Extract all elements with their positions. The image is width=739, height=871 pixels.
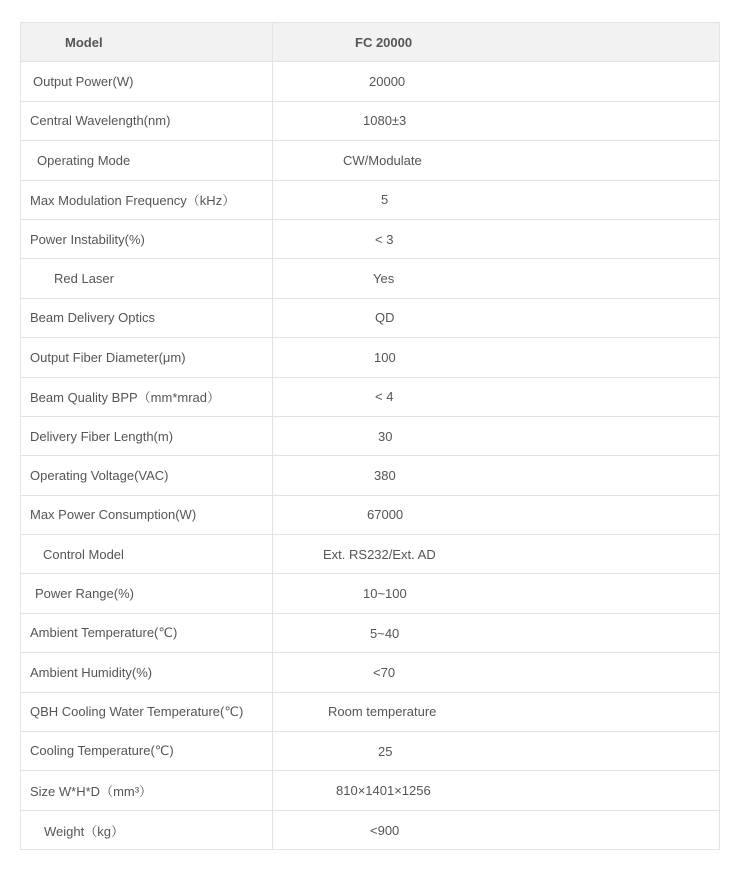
param-cell: Red Laser xyxy=(21,259,273,298)
table-row xyxy=(21,810,720,849)
value-cell: QD xyxy=(273,298,720,337)
table-row xyxy=(21,613,720,652)
value-cell: CW/Modulate xyxy=(273,141,720,180)
value-cell: < 4 xyxy=(273,377,720,416)
table-row xyxy=(21,141,720,180)
table-row xyxy=(21,101,720,140)
param-cell: Cooling Temperature(℃) xyxy=(21,732,273,771)
value-cell: 380 xyxy=(273,456,720,495)
param-cell: Power Range(%) xyxy=(21,574,273,613)
param-cell: Delivery Fiber Length(m) xyxy=(21,416,273,455)
value-cell: 5~40 xyxy=(273,613,720,652)
param-cell: Max Power Consumption(W) xyxy=(21,495,273,534)
param-cell: Operating Voltage(VAC) xyxy=(21,456,273,495)
table-row xyxy=(21,416,720,455)
value-cell: 1080±3 xyxy=(273,101,720,140)
param-cell: Output Fiber Diameter(μm) xyxy=(21,338,273,377)
param-cell: Beam Quality BPP（mm*mrad） xyxy=(21,377,273,416)
value-cell: 30 xyxy=(273,416,720,455)
param-cell: Weight（kg） xyxy=(21,810,273,849)
table-row xyxy=(21,377,720,416)
value-cell: 10~100 xyxy=(273,574,720,613)
table-row xyxy=(21,732,720,771)
table-header-row xyxy=(21,23,720,62)
param-cell: Ambient Humidity(%) xyxy=(21,653,273,692)
value-cell: 20000 xyxy=(273,62,720,101)
table-row xyxy=(21,338,720,377)
table-row xyxy=(21,456,720,495)
value-cell: Yes xyxy=(273,259,720,298)
value-cell: Ext. RS232/Ext. AD xyxy=(273,535,720,574)
param-cell: Ambient Temperature(℃) xyxy=(21,613,273,652)
value-cell: Room temperature xyxy=(273,692,720,731)
value-cell: 100 xyxy=(273,338,720,377)
table-row xyxy=(21,495,720,534)
value-cell: 5 xyxy=(273,180,720,219)
param-cell: Power Instability(%) xyxy=(21,219,273,258)
table-row xyxy=(21,298,720,337)
table-row xyxy=(21,692,720,731)
table-row xyxy=(21,259,720,298)
value-cell: <70 xyxy=(273,653,720,692)
value-cell: <900 xyxy=(273,810,720,849)
param-cell: Beam Delivery Optics xyxy=(21,298,273,337)
table-row xyxy=(21,62,720,101)
header-param-cell: Model xyxy=(21,23,273,62)
param-cell: Output Power(W) xyxy=(21,62,273,101)
spec-table xyxy=(20,22,720,850)
param-cell: Max Modulation Frequency（kHz） xyxy=(21,180,273,219)
table-row xyxy=(21,574,720,613)
table-row xyxy=(21,535,720,574)
param-cell: Control Model xyxy=(21,535,273,574)
param-cell: Size W*H*D（mm³） xyxy=(21,771,273,810)
table-row xyxy=(21,653,720,692)
param-cell: Operating Mode xyxy=(21,141,273,180)
value-cell: 25 xyxy=(273,732,720,771)
value-cell: 67000 xyxy=(273,495,720,534)
value-cell: < 3 xyxy=(273,219,720,258)
table-row xyxy=(21,219,720,258)
value-cell: 810×1401×1256 xyxy=(273,771,720,810)
param-cell: Central Wavelength(nm) xyxy=(21,101,273,140)
header-value-cell: FC 20000 xyxy=(273,23,720,62)
table-row xyxy=(21,771,720,810)
param-cell: QBH Cooling Water Temperature(℃) xyxy=(21,692,273,731)
table-row xyxy=(21,180,720,219)
